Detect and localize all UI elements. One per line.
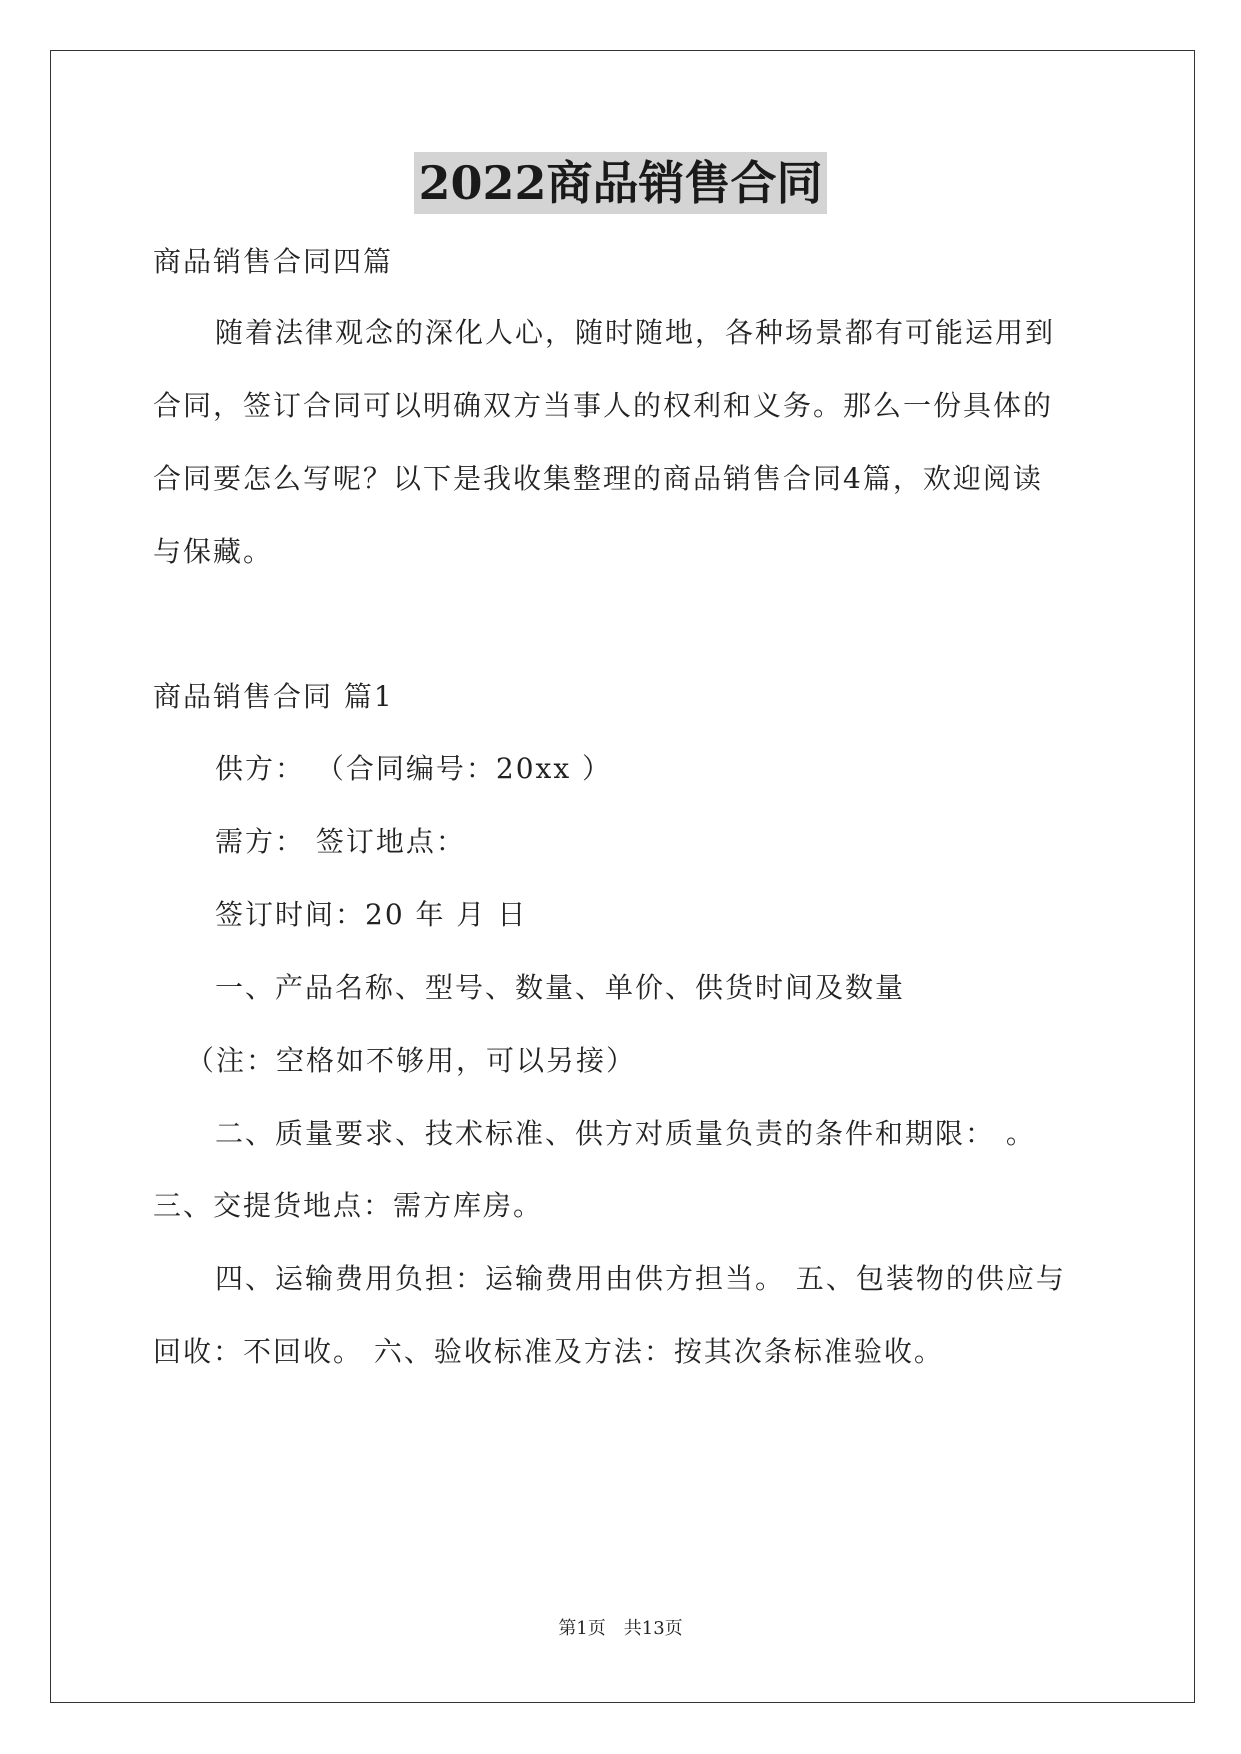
paragraph-line: 需方： 签订地点： [215,825,466,858]
paragraph-line: 二、质量要求、技术标准、供方对质量负责的条件和期限： 。 [215,1117,1036,1150]
paragraph-line: 回收：不回收。 六、验收标准及方法：按其次条标准验收。 [153,1335,944,1368]
document-title: 2022商品销售合同 [414,152,826,214]
section-heading: 商品销售合同 篇1 [153,680,394,713]
paragraph-line: 合同，签订合同可以明确双方当事人的权利和义务。那么一份具体的 [153,389,1054,422]
paragraph-line: 三、交提货地点：需方库房。 [153,1189,544,1222]
paragraph-line: 一、产品名称、型号、数量、单价、供货时间及数量 [215,971,906,1004]
paragraph-line: 随着法律观念的深化人心，随时随地，各种场景都有可能运用到 [215,316,1056,349]
paragraph-line: 四、运输费用负担：运输费用由供方担当。 五、包装物的供应与 [215,1262,1066,1295]
paragraph-line: （注：空格如不够用，可以另接） [186,1044,637,1077]
title-container [0,152,1241,214]
paragraph-line: 合同要怎么写呢？以下是我收集整理的商品销售合同4篇，欢迎阅读 [153,462,1043,495]
paragraph-line: 签订时间：20 年 月 日 [215,898,528,931]
paragraph-line: 供方： （合同编号：20xx ） [215,752,613,785]
subtitle: 商品销售合同四篇 [153,245,394,278]
paragraph-line: 与保藏。 [153,535,274,568]
page-number: 第1页 共13页 [558,1618,683,1639]
page-border [50,50,1195,1703]
